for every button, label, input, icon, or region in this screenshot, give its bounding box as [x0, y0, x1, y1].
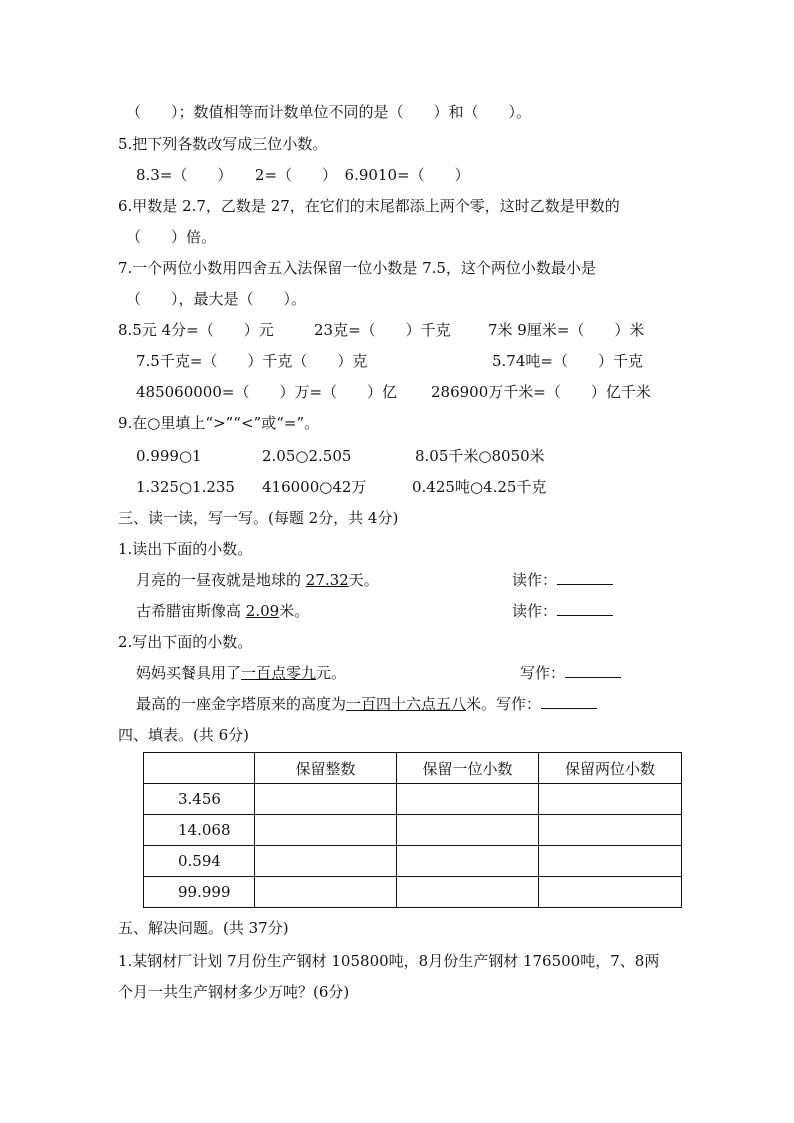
read-item-1: 月亮的一昼夜就是地球的 27.32天。 — [136, 571, 379, 589]
table-answer-cell[interactable] — [255, 784, 397, 815]
table-header-cell — [144, 753, 255, 784]
question-6: 6.甲数是 2.7，乙数是 27，在它们的末尾都添上两个零，这时乙数是甲数的 — [118, 197, 620, 215]
table-header-cell: 保留整数 — [255, 753, 397, 784]
answer-blank[interactable] — [557, 601, 613, 616]
read-subheading: 1.读出下面的小数。 — [118, 540, 253, 558]
table-row — [144, 846, 682, 877]
write-subheading: 2.写出下面的小数。 — [118, 633, 253, 651]
underlined-words: 一百点零九 — [241, 664, 317, 682]
table-answer-cell[interactable] — [255, 877, 397, 908]
question-9-item-c: 8.05千米○8050米 — [415, 447, 545, 465]
table-row — [144, 877, 682, 908]
read-answer-1: 读作： — [512, 570, 613, 590]
table-answer-cell[interactable] — [539, 846, 682, 877]
table-answer-cell[interactable] — [255, 815, 397, 846]
question-6-cont: （ ）倍。 — [126, 228, 217, 246]
table-answer-cell[interactable] — [397, 784, 539, 815]
question-8-item-c: 7米 9厘米=（ ）米 — [488, 321, 645, 339]
write-answer-1: 写作： — [520, 663, 621, 683]
question-9: 9.在○里填上“>”“<”或“=”。 — [118, 414, 320, 432]
write-item-1: 妈妈买餐具用了一百点零九元。 — [136, 664, 347, 682]
section-5-heading: 五、解决问题。(共 37分) — [118, 919, 289, 937]
question-9-item-d: 1.325○1.235 — [136, 478, 235, 496]
question-8-item-g: 286900万千米=（ ）亿千米 — [431, 383, 651, 401]
write-item-2: 最高的一座金字塔原来的高度为一百四十六点五八米。写作： — [136, 694, 597, 714]
section-4-heading: 四、填表。(共 6分) — [118, 726, 250, 744]
answer-blank[interactable] — [557, 570, 613, 585]
line-blank-continuation: （ ）；数值相等而计数单位不同的是（ ）和（ ）。 — [126, 103, 532, 121]
question-7-cont: （ ），最大是（ ）。 — [126, 290, 307, 308]
underlined-words: 一百四十六点五八 — [346, 695, 467, 713]
read-item-2: 古希腊宙斯像高 2.09米。 — [136, 602, 310, 620]
question-9-item-e: 416000○42万 — [262, 478, 367, 496]
question-8-item-a: 8.5元 4分=（ ）元 — [118, 321, 274, 339]
table-row — [144, 815, 682, 846]
table-answer-cell[interactable] — [539, 877, 682, 908]
question-7: 7.一个两位小数用四舍五入法保留一位小数是 7.5，这个两位小数最小是 — [118, 259, 596, 277]
underlined-number: 2.09 — [245, 602, 280, 620]
table-answer-cell[interactable] — [539, 784, 682, 815]
question-9-item-f: 0.425吨○4.25千克 — [412, 478, 547, 496]
table-answer-cell[interactable] — [539, 815, 682, 846]
table-answer-cell[interactable] — [397, 846, 539, 877]
table-answer-cell[interactable] — [255, 846, 397, 877]
read-answer-2: 读作： — [512, 601, 613, 621]
table-row-label: 3.456 — [144, 784, 255, 815]
table-row-label: 99.999 — [144, 877, 255, 908]
question-9-item-a: 0.999○1 — [136, 447, 202, 465]
question-8-item-d: 7.5千克=（ ）千克（ ）克 — [136, 352, 368, 370]
answer-blank[interactable] — [565, 663, 621, 678]
answer-blank[interactable] — [541, 694, 597, 709]
table-header-cell: 保留一位小数 — [397, 753, 539, 784]
underlined-number: 27.32 — [305, 571, 349, 589]
problem-1-cont: 个月一共生产钢材多少万吨？(6分) — [118, 983, 350, 1001]
table-header-cell: 保留两位小数 — [539, 753, 682, 784]
table-header-row — [144, 753, 682, 784]
question-9-item-b: 2.05○2.505 — [262, 447, 352, 465]
table-row-label: 14.068 — [144, 815, 255, 846]
table-answer-cell[interactable] — [397, 815, 539, 846]
question-8-item-e: 5.74吨=（ ）千克 — [492, 352, 643, 370]
question-8-item-b: 23克=（ ）千克 — [314, 321, 451, 339]
table-answer-cell[interactable] — [397, 877, 539, 908]
table-row — [144, 784, 682, 815]
question-5: 5.把下列各数改写成三位小数。 — [118, 135, 328, 153]
section-3-heading: 三、读一读，写一写。(每题 2分，共 4分) — [118, 509, 399, 527]
question-5-items: 8.3=（ ） 2=（ ） 6.9010=（ ） — [136, 166, 470, 184]
question-8-item-f: 485060000=（ ）万=（ ）亿 — [136, 383, 398, 401]
problem-1: 1.某钢材厂计划 7月份生产钢材 105800吨，8月份生产钢材 176500吨，7、8两 — [118, 952, 660, 970]
rounding-table — [143, 752, 682, 908]
table-row-label: 0.594 — [144, 846, 255, 877]
